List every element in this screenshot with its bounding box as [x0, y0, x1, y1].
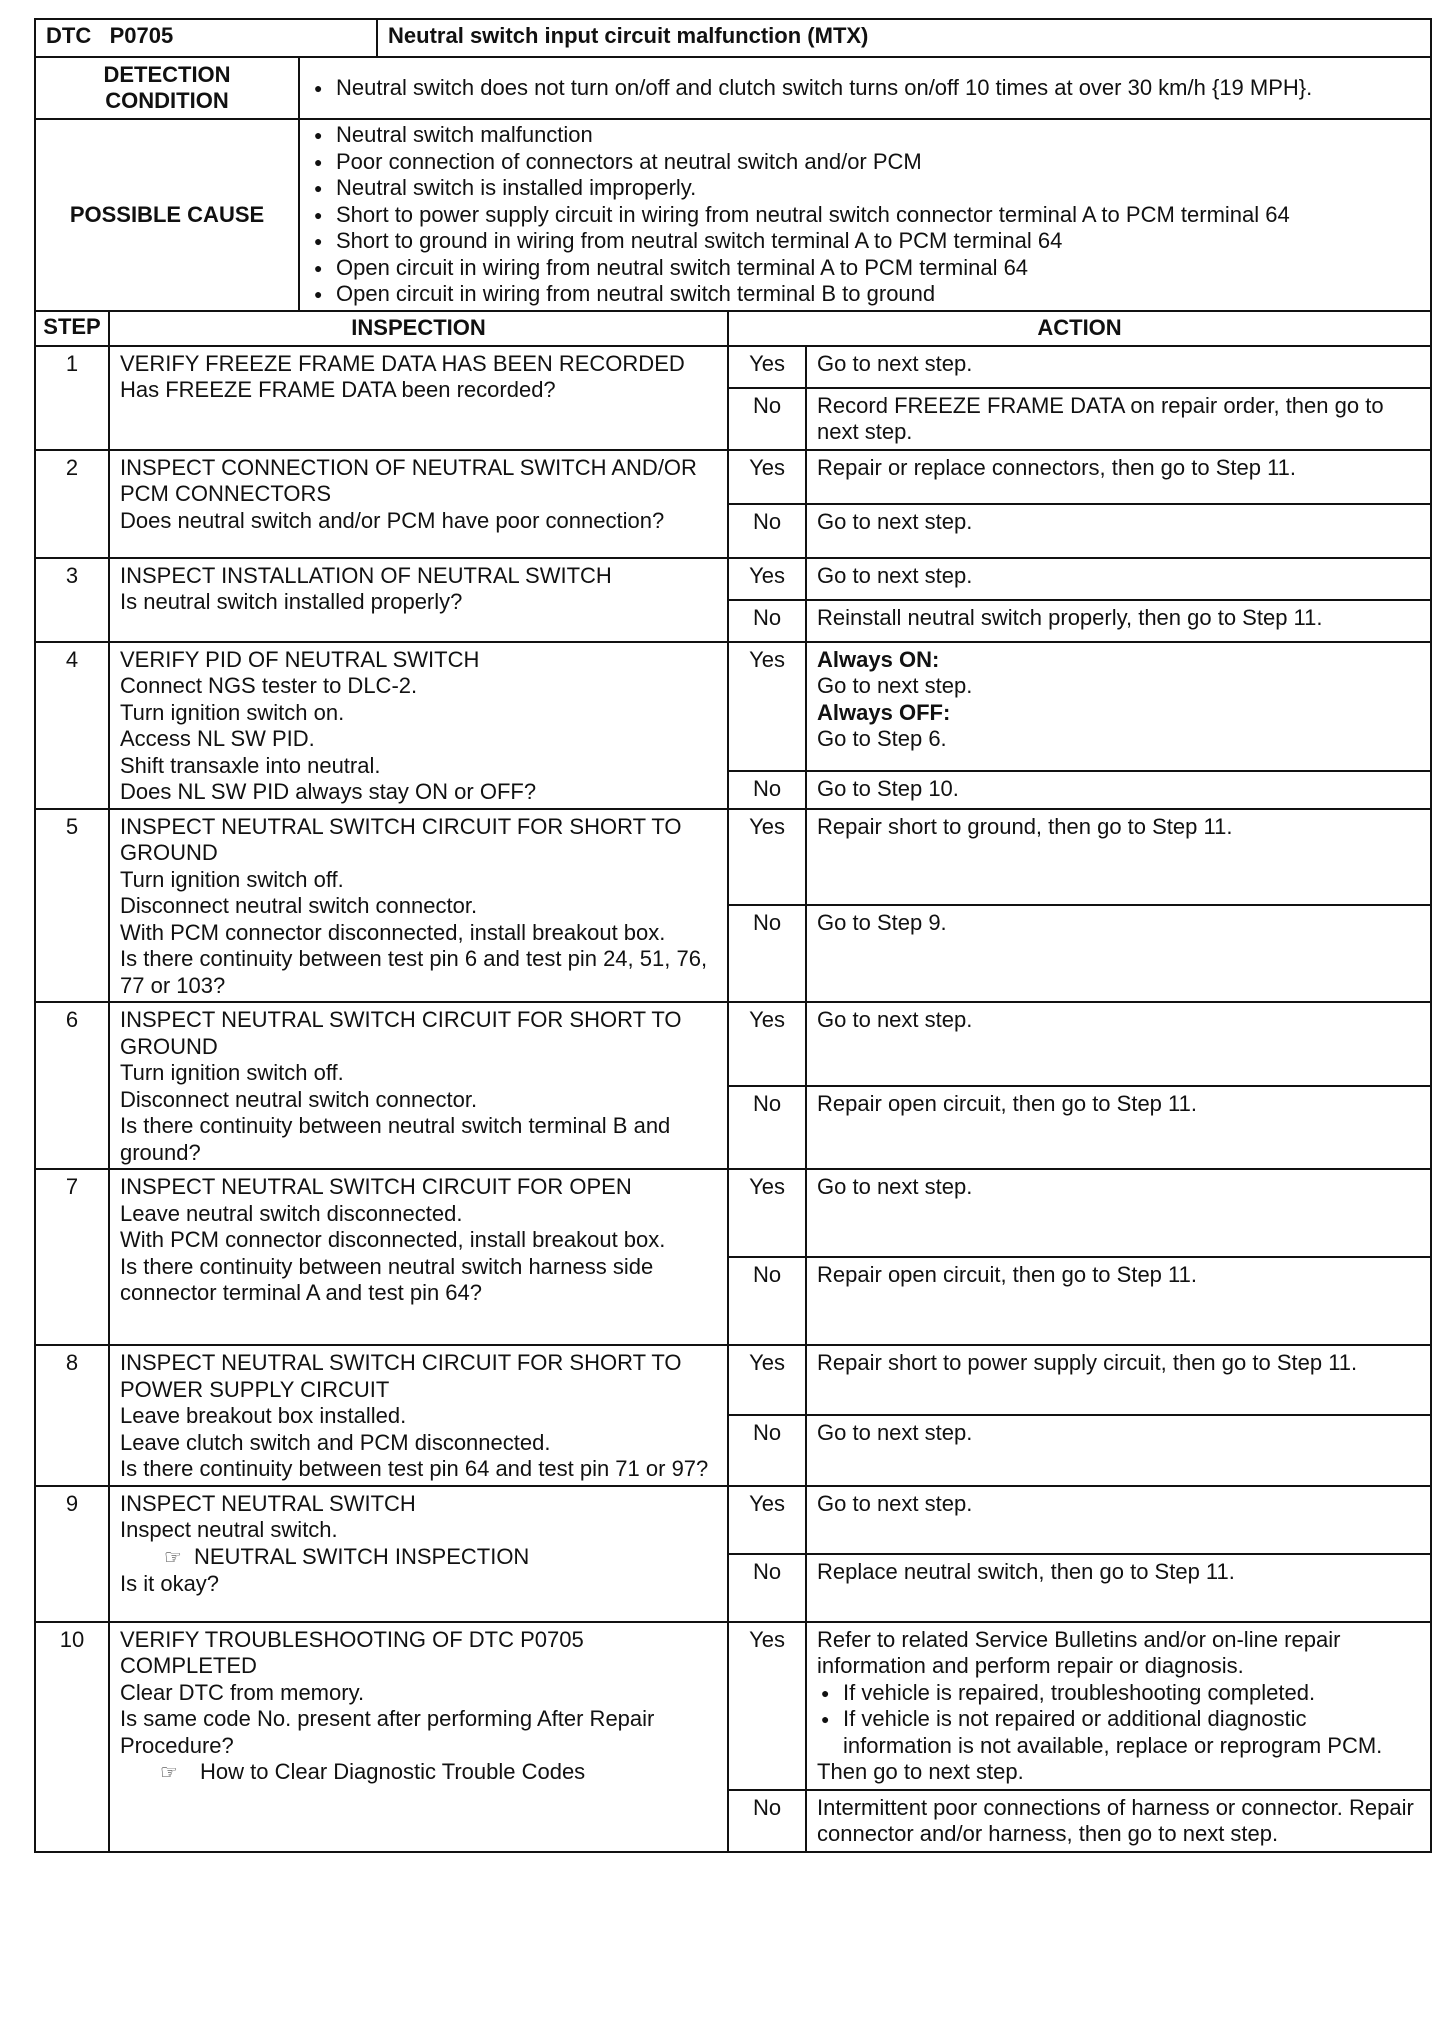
step-line: Disconnect neutral switch connector.	[120, 893, 478, 918]
always-off-label: Always OFF:	[817, 699, 951, 725]
step-row	[35, 1622, 1431, 1790]
step-heading: VERIFY TROUBLESHOOTING OF DTC P0705 COMPLETED	[120, 1626, 584, 1678]
step-number: 9	[35, 1486, 109, 1622]
dtc-code-cell	[35, 19, 377, 57]
cause-item: ● Short to ground in wiring from neutral switch terminal A to PCM terminal 64	[310, 228, 1420, 255]
yes-action-bullets	[817, 1680, 1420, 1760]
step-inspection	[109, 346, 728, 450]
dtc-code: P0705	[109, 23, 174, 48]
step-inspection	[109, 558, 728, 642]
no-label: No	[728, 600, 806, 642]
step-line: With PCM connector disconnected, install breakout box.	[120, 1227, 666, 1252]
no-label: No	[728, 1257, 806, 1345]
step-line: Turn ignition switch off.	[120, 866, 344, 892]
cause-item: ● Neutral switch is installed improperly.	[310, 175, 1420, 202]
step-line: Is there continuity between test pin 64 and test pin 71 or 97?	[120, 1456, 709, 1481]
step-heading: INSPECT NEUTRAL SWITCH CIRCUIT FOR SHORT TO GROUND	[120, 1007, 682, 1059]
step-line: Is there continuity between test pin 6 and test pin 24, 51, 76, 77 or 103?	[120, 946, 708, 998]
step-row	[35, 1486, 1431, 1554]
dtc-sheet	[34, 18, 1430, 1853]
dtc-title: Neutral switch input circuit malfunction (MTX)	[377, 19, 1431, 57]
step-heading: INSPECT NEUTRAL SWITCH CIRCUIT FOR SHORT TO POWER SUPPLY CIRCUIT	[120, 1350, 682, 1402]
no-label: No	[728, 1790, 806, 1852]
yes-action: Go to next step.	[806, 1486, 1431, 1554]
step-line: Is there continuity between neutral switch harness side connector terminal A and test pin 64?	[120, 1253, 654, 1305]
no-action: Go to Step 10.	[806, 771, 1431, 808]
yes-action: Go to next step.	[806, 346, 1431, 388]
possible-cause-list	[310, 122, 1420, 308]
step-line: Turn ignition switch off.	[120, 1060, 344, 1085]
detection-content	[299, 57, 1431, 119]
yes-action: Go to next step.	[806, 1002, 1431, 1086]
yes-label: Yes	[728, 1345, 806, 1415]
step-line: Access NL SW PID.	[120, 726, 315, 751]
yes-label: Yes	[728, 346, 806, 388]
no-label: No	[728, 905, 806, 1002]
yes-label: Yes	[728, 1002, 806, 1086]
yes-action: Go to next step.	[806, 558, 1431, 600]
reference-text: NEUTRAL SWITCH INSPECTION	[194, 1543, 530, 1569]
col-inspection-header: INSPECTION	[109, 311, 728, 346]
no-action: Go to next step.	[806, 1415, 1431, 1485]
step-line: Inspect neutral switch.	[120, 1517, 338, 1542]
yes-action-outro: Then go to next step.	[817, 1759, 1024, 1784]
no-action: Replace neutral switch, then go to Step 11.	[806, 1554, 1431, 1622]
step-number: 2	[35, 450, 109, 558]
step-line: Turn ignition switch on.	[120, 699, 345, 725]
step-inspection	[109, 1002, 728, 1169]
step-heading: INSPECT CONNECTION OF NEUTRAL SWITCH AND/OR PCM CONNECTORS	[120, 454, 697, 506]
cause-item: ● Short to power supply circuit in wiring from neutral switch connector terminal A to PCM terminal 64	[310, 202, 1420, 229]
no-label: No	[728, 1554, 806, 1622]
step-number: 3	[35, 558, 109, 642]
no-label: No	[728, 504, 806, 558]
step-inspection	[109, 1345, 728, 1486]
detection-label: DETECTION CONDITION	[35, 57, 299, 119]
step-line: Does NL SW PID always stay ON or OFF?	[120, 779, 537, 804]
yes-action-intro: Refer to related Service Bulletins and/or on-line repair information and perform repair or diagnosis.	[817, 1626, 1341, 1678]
step-row	[35, 558, 1431, 600]
step-number: 5	[35, 809, 109, 1003]
no-label: No	[728, 1415, 806, 1485]
always-on-label: Always ON:	[817, 646, 940, 672]
step-heading: INSPECT NEUTRAL SWITCH CIRCUIT FOR SHORT TO GROUND	[120, 813, 682, 865]
cause-item: ● Open circuit in wiring from neutral switch terminal B to ground	[310, 281, 1420, 308]
cause-item: ● Open circuit in wiring from neutral switch terminal A to PCM terminal 64	[310, 255, 1420, 282]
step-line: Is same code No. present after performing After Repair Procedure?	[120, 1706, 655, 1758]
no-action: Repair open circuit, then go to Step 11.	[806, 1257, 1431, 1345]
possible-cause-label: POSSIBLE CAUSE	[35, 119, 299, 311]
step-row	[35, 1169, 1431, 1257]
step-row	[35, 1345, 1431, 1415]
step-number: 8	[35, 1345, 109, 1486]
step-question: Is it okay?	[120, 1571, 220, 1596]
cause-item: ● Neutral switch malfunction	[310, 122, 1420, 149]
yes-label: Yes	[728, 1486, 806, 1554]
column-header-row	[35, 311, 1431, 346]
detection-row	[35, 57, 1431, 119]
yes-action: Repair or replace connectors, then go to Step 11.	[806, 450, 1431, 504]
pointing-hand-icon: ☞	[160, 1762, 178, 1784]
dtc-label: DTC	[46, 23, 92, 48]
no-label: No	[728, 1086, 806, 1170]
no-label: No	[728, 771, 806, 808]
step-line: Has FREEZE FRAME DATA been recorded?	[120, 377, 556, 402]
step-row	[35, 450, 1431, 504]
step-line: With PCM connector disconnected, install breakout box.	[120, 919, 666, 945]
col-step-header: STEP	[35, 311, 109, 346]
no-action: Go to next step.	[806, 504, 1431, 558]
no-action: Repair open circuit, then go to Step 11.	[806, 1086, 1431, 1170]
yes-label: Yes	[728, 558, 806, 600]
no-action: Reinstall neutral switch properly, then go to Step 11.	[806, 600, 1431, 642]
step-line: Connect NGS tester to DLC-2.	[120, 673, 418, 698]
yes-label: Yes	[728, 809, 806, 906]
possible-cause-row	[35, 119, 1431, 311]
yes-action: Go to next step.	[806, 1169, 1431, 1257]
always-on-action: Go to next step.	[817, 673, 973, 698]
reference-link[interactable]	[120, 1759, 717, 1787]
step-line: Shift transaxle into neutral.	[120, 752, 381, 778]
step-line: Leave breakout box installed.	[120, 1403, 407, 1428]
step-inspection	[109, 1169, 728, 1345]
yes-label: Yes	[728, 450, 806, 504]
step-inspection	[109, 1486, 728, 1622]
reference-link[interactable]	[120, 1544, 717, 1572]
col-action-header: ACTION	[728, 311, 1431, 346]
yes-label: Yes	[728, 1622, 806, 1790]
no-action: Intermittent poor connections of harness or connector. Repair connector and/or harness, then go to next step.	[806, 1790, 1431, 1852]
pointing-hand-icon: ☞	[164, 1546, 182, 1569]
step-inspection	[109, 450, 728, 558]
dtc-table	[34, 18, 1432, 1853]
step-row	[35, 809, 1431, 906]
step-line: Clear DTC from memory.	[120, 1679, 365, 1705]
reference-text: How to Clear Diagnostic Trouble Codes	[200, 1759, 586, 1784]
step-number: 1	[35, 346, 109, 450]
step-inspection	[109, 1622, 728, 1852]
step-heading: INSPECT NEUTRAL SWITCH CIRCUIT FOR OPEN	[120, 1174, 632, 1199]
step-number: 4	[35, 642, 109, 809]
step-line: Is there continuity between neutral switch terminal B and ground?	[120, 1113, 671, 1165]
yes-action: Repair short to power supply circuit, then go to Step 11.	[806, 1345, 1431, 1415]
step-heading: VERIFY PID OF NEUTRAL SWITCH	[120, 646, 480, 672]
step-line: Disconnect neutral switch connector.	[120, 1086, 478, 1112]
step-line: Leave neutral switch disconnected.	[120, 1200, 463, 1226]
yes-action	[806, 642, 1431, 772]
yes-action-bullet: ● If vehicle is repaired, troubleshooting completed.	[817, 1680, 1420, 1707]
no-label: No	[728, 388, 806, 450]
possible-cause-content	[299, 119, 1431, 311]
yes-action: Repair short to ground, then go to Step 11.	[806, 809, 1431, 906]
yes-label: Yes	[728, 642, 806, 772]
step-heading: VERIFY FREEZE FRAME DATA HAS BEEN RECORDED	[120, 350, 685, 376]
yes-action-bullet: ● If vehicle is not repaired or additional diagnostic information is not available, replace or reprogram PCM.	[817, 1706, 1420, 1759]
step-number: 6	[35, 1002, 109, 1169]
step-number: 10	[35, 1622, 109, 1852]
step-row	[35, 346, 1431, 388]
step-line: Leave clutch switch and PCM disconnected.	[120, 1429, 551, 1455]
step-inspection	[109, 642, 728, 809]
step-heading: INSPECT INSTALLATION OF NEUTRAL SWITCH	[120, 562, 612, 588]
step-number: 7	[35, 1169, 109, 1345]
detection-list	[310, 75, 1420, 102]
always-off-action: Go to Step 6.	[817, 726, 947, 751]
header-row	[35, 19, 1431, 57]
step-line: Is neutral switch installed properly?	[120, 589, 463, 614]
yes-action	[806, 1622, 1431, 1790]
step-line: Does neutral switch and/or PCM have poor connection?	[120, 507, 665, 533]
step-row	[35, 642, 1431, 772]
detection-item: ● Neutral switch does not turn on/off and clutch switch turns on/off 10 times at over 30 km/h {19 MPH}.	[310, 75, 1420, 102]
no-action: Record FREEZE FRAME DATA on repair order, then go to next step.	[806, 388, 1431, 450]
step-row	[35, 1002, 1431, 1086]
step-inspection	[109, 809, 728, 1003]
no-action: Go to Step 9.	[806, 905, 1431, 1002]
cause-item: ● Poor connection of connectors at neutral switch and/or PCM	[310, 149, 1420, 176]
step-heading: INSPECT NEUTRAL SWITCH	[120, 1490, 416, 1516]
yes-label: Yes	[728, 1169, 806, 1257]
